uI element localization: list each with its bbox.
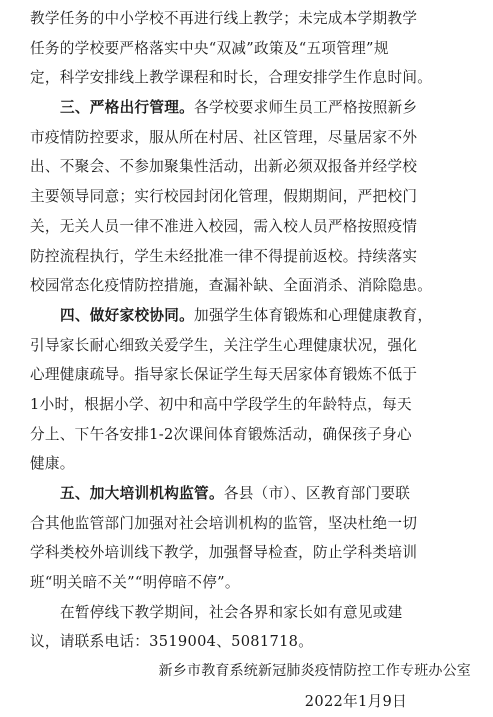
body-line: 主要领导同意；实行校园封闭化管理，假期期间，严把校门 <box>30 188 418 206</box>
section-4-first-line <box>30 301 479 331</box>
section-5-text: 各县（市）、区教育部门要联 <box>223 485 411 502</box>
section-4-text: 加强学生体育锻炼和心理健康教育， <box>194 306 433 324</box>
body-line: 定，科学安排线上教学课程和时长，合理安排学生作息时间。 <box>30 69 433 87</box>
section-4-heading: 四、做好家校协同。 <box>60 306 195 324</box>
body-line: 校园常态化疫情防控措施，查漏补缺、全面消杀、消除隐患。 <box>30 277 433 295</box>
body-line: 引导家长耐心细致关爱学生，关注学生心理健康状况，强化 <box>30 336 418 354</box>
section-3-heading: 三、严格出行管理。 <box>60 99 195 117</box>
body-line: 任务的学校要严格落实中央“双减”政策及“五项管理”规 <box>30 39 389 57</box>
body-line: 班“明关暗不关”“明停暗不停”。 <box>30 574 240 592</box>
body-line: 健康。 <box>30 455 75 473</box>
body-line: 心理健康疏导。指导家长保证学生每天居家体育锻炼不低于 <box>30 366 418 384</box>
body-line: 合其他监管部门加强对社会培训机构的监管，坚决杜绝一切 <box>30 514 418 532</box>
body-line: 1小时，根据小学、初中和高中学段学生的年龄特点，每天 <box>30 395 412 413</box>
section-5-heading: 五、加大培训机构监管。 <box>60 485 224 502</box>
body-line: 分上、下午各安排1-2次课间体育锻炼活动，确保孩子身心 <box>30 425 412 443</box>
section-5-first-line <box>30 479 479 509</box>
contact-phone-line: 议，请联系电话：3519004、5081718。 <box>30 633 314 651</box>
section-3-first-line <box>30 93 479 123</box>
contact-line: 在暂停线下教学期间，社会各界和家长如有意见或建 <box>60 603 403 621</box>
section-3-text: 各学校要求师生员工严格按照新乡 <box>194 99 418 117</box>
body-line: 关，无关人员一律不准进入校园，需入校人员严格按照疫情 <box>30 217 418 235</box>
body-line: 防控流程执行，学生未经批准一律不得提前返校。持续落实 <box>30 247 418 265</box>
body-line: 市疫情防控要求，服从所在村居、社区管理，尽量居家不外 <box>30 128 418 146</box>
signer: 新乡市教育系统新冠肺炎疫情防控工作专班办公室 <box>158 663 471 680</box>
body-line: 学科类校外培训线下教学，加强督导检查，防止学科类培训 <box>30 544 418 562</box>
date: 2022年1月9日 <box>304 692 407 710</box>
body-line: 教学任务的中小学校不再进行线上教学；未完成本学期教学 <box>30 10 418 27</box>
body-line: 出、不聚会、不参加聚集性活动，出新必须双报备并经学校 <box>30 158 418 176</box>
